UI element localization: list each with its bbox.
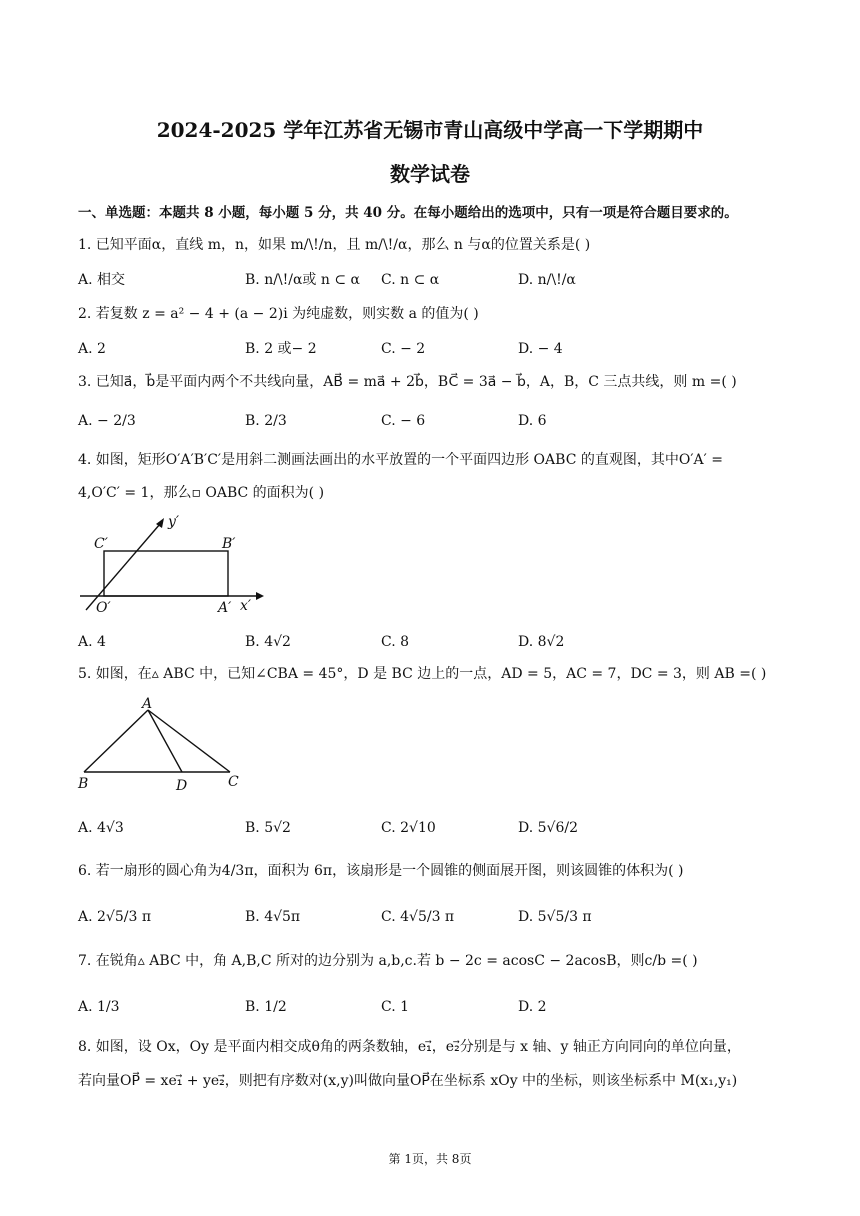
option-a: A. 相交	[78, 272, 126, 288]
option-b: B. 5√2	[245, 820, 291, 836]
option-d: D. 8√2	[518, 634, 565, 650]
question-stem: 7. 在锐角▵ ABC 中，角 A,B,C 所对的边分别为 a,b,c.若 b − 2c = acosC − 2acosB，则c/b =( )	[78, 953, 698, 969]
option-d: D. 5√5/3 π	[518, 909, 592, 925]
option-c: C. 2√10	[381, 820, 436, 836]
question-stem: 1. 已知平面α，直线 m，n，如果 m/\!/n，且 m/\!/α，那么 n 与α的位置关系是( )	[78, 237, 591, 253]
question-stem-continued: 若向量OP⃗ = xe₁⃗ + ye₂⃗，则把有序数对(x,y)叫做向量OP⃗在坐标系 xOy 中的坐标，则该坐标系中 M(x₁,y₁)	[78, 1073, 738, 1089]
rectangle-outline	[104, 551, 228, 596]
option-b: B. 2 或− 2	[245, 341, 317, 357]
option-d: D. 2	[518, 999, 547, 1015]
label-d: D	[176, 778, 188, 794]
option-a: A. 4	[78, 634, 106, 650]
side-ab	[84, 710, 148, 772]
section-heading: 一、单选题：本题共 8 小题，每小题 5 分，共 40 分。在每小题给出的选项中，只有一项是符合题目要求的。	[78, 205, 738, 221]
question-stem: 6. 若一扇形的圆心角为4/3π，面积为 6π，该扇形是一个圆锥的侧面展开图，则该圆锥的体积为( )	[78, 863, 684, 879]
option-a: A. 1/3	[78, 999, 120, 1015]
question-stem: 2. 若复数 z = a² − 4 + (a − 2)i 为纯虚数，则实数 a 的值为( )	[78, 306, 479, 322]
option-b: B. 1/2	[245, 999, 287, 1015]
option-b: B. 4√2	[245, 634, 291, 650]
figure-oblique-rectangle	[72, 510, 272, 620]
option-d: D. 5√6/2	[518, 820, 578, 836]
x-axis-arrow	[256, 592, 264, 600]
label-y-prime: y′	[168, 514, 180, 530]
option-b: B. 2/3	[245, 413, 287, 429]
option-a: A. − 2/3	[78, 413, 136, 429]
option-b: B. 4√5π	[245, 909, 301, 925]
label-x-prime: x′	[240, 598, 252, 614]
label-a-prime: A′	[218, 600, 232, 616]
label-b: B	[78, 776, 89, 792]
option-a: A. 4√3	[78, 820, 124, 836]
question-stem-continued: 4,O′C′ = 1，那么▫ OABC 的面积为( )	[78, 485, 325, 501]
option-c: C. n ⊂ α	[381, 272, 440, 288]
option-c: C. 8	[381, 634, 410, 650]
option-d: D. n/\!/α	[518, 272, 576, 288]
option-d: D. 6	[518, 413, 547, 429]
option-a: A. 2√5/3 π	[78, 909, 152, 925]
option-c: C. 4√5/3 π	[381, 909, 455, 925]
question-stem: 3. 已知a⃗，b⃗是平面内两个不共线向量，AB⃗ = ma⃗ + 2b⃗，BC⃗ = 3a⃗ − b⃗，A，B，C 三点共线，则 m =( )	[78, 374, 737, 390]
label-c-prime: C′	[94, 536, 108, 552]
question-stem: 8. 如图，设 Ox，Oy 是平面内相交成θ角的两条数轴，e₁⃗，e₂⃗分别是与 x 轴、y 轴正方向同向的单位向量，	[78, 1039, 741, 1055]
side-ac	[148, 710, 230, 772]
option-a: A. 2	[78, 341, 106, 357]
label-o-prime: O′	[96, 600, 111, 616]
option-b: B. n/\!/α或 n ⊂ α	[245, 272, 360, 288]
page-subtitle: 数学试卷	[390, 162, 470, 186]
option-c: C. − 2	[381, 341, 426, 357]
option-d: D. − 4	[518, 341, 563, 357]
figure-triangle-abc	[72, 696, 252, 796]
option-c: C. 1	[381, 999, 410, 1015]
label-c: C	[228, 774, 239, 790]
option-c: C. − 6	[381, 413, 426, 429]
page-title: 2024-2025 学年江苏省无锡市青山高级中学高一下学期期中	[156, 118, 704, 142]
label-b-prime: B′	[222, 536, 236, 552]
segment-ad	[148, 710, 182, 772]
question-stem: 5. 如图，在▵ ABC 中，已知∠CBA = 45°，D 是 BC 边上的一点，AD = 5，AC = 7，DC = 3，则 AB =( )	[78, 666, 767, 682]
question-stem: 4. 如图，矩形O′A′B′C′是用斜二测画法画出的水平放置的一个平面四边形 OABC 的直观图，其中O′A′ =	[78, 452, 723, 468]
page-footer: 第 1页，共 8页	[388, 1152, 472, 1166]
label-a: A	[142, 696, 153, 712]
